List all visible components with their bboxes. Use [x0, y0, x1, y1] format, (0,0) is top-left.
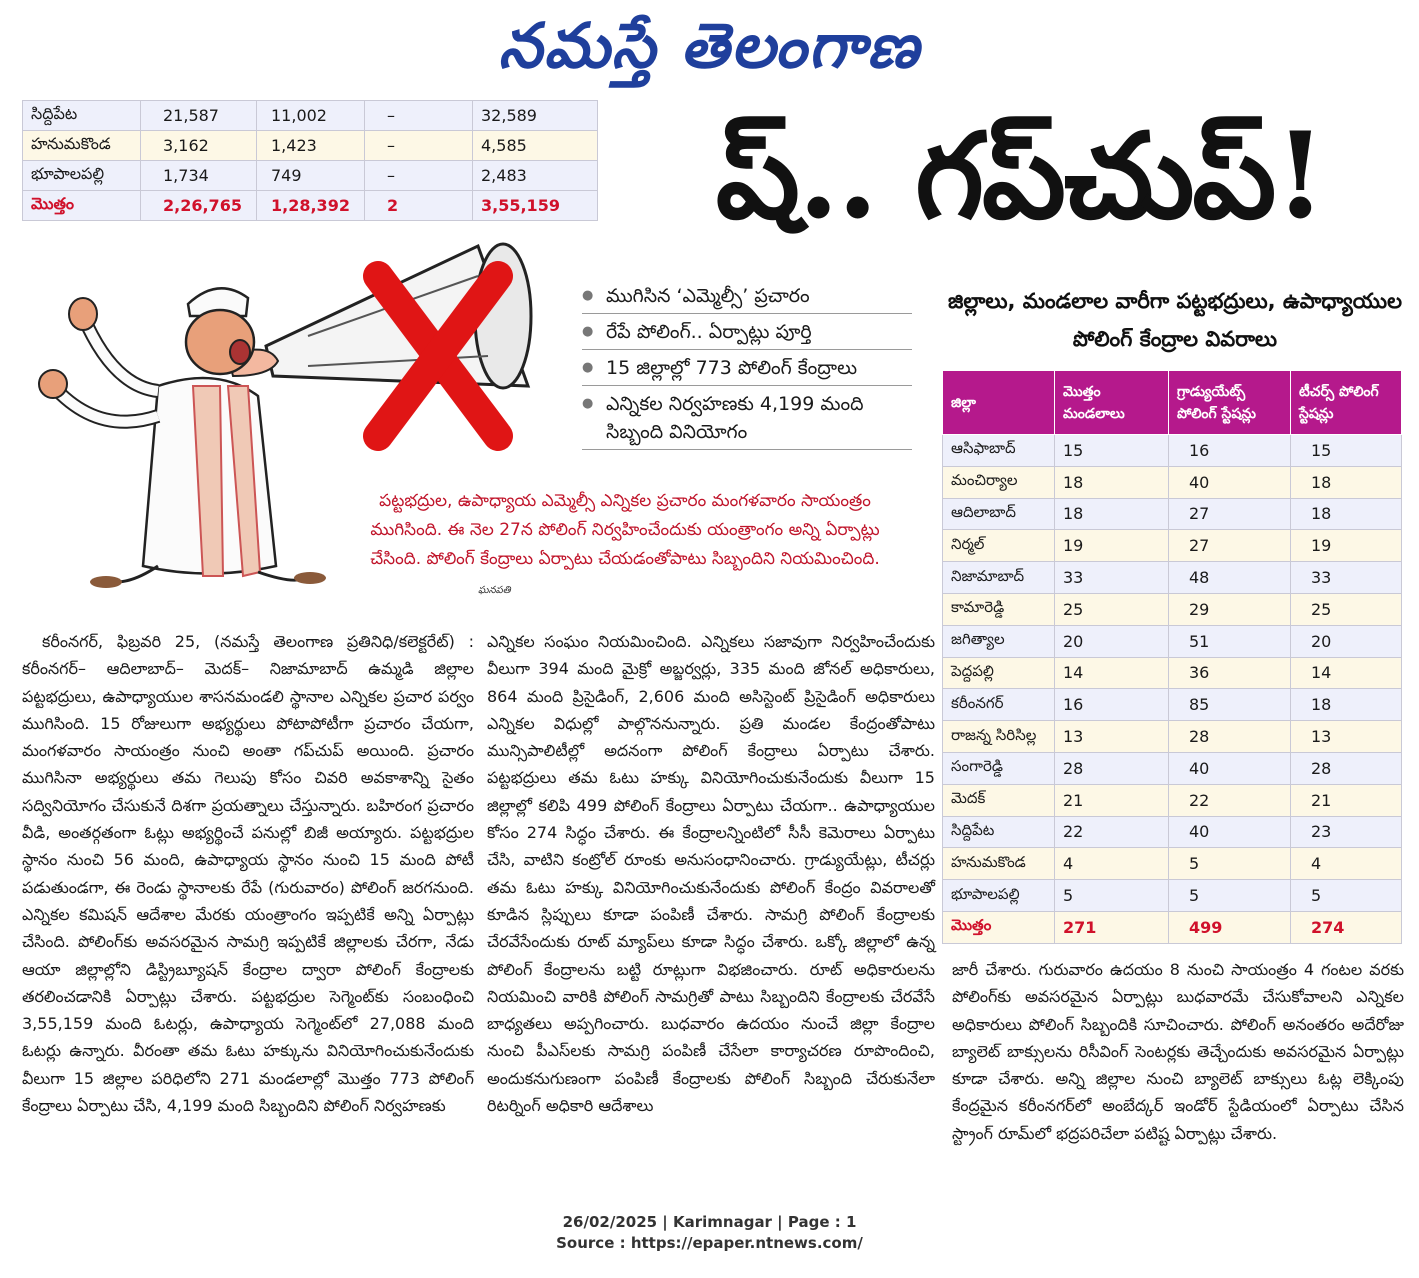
table-cell: 3,55,159	[473, 191, 598, 221]
table-cell: 40	[1169, 816, 1291, 848]
list-item: ● 15 జిల్లాల్లో 773 పోలింగ్‌ కేంద్రాలు	[582, 354, 912, 386]
table-cell: ఆదిలాబాద్‌	[943, 498, 1055, 530]
column-header: జిల్లా	[943, 371, 1055, 435]
article-text: జారీ చేశారు. గురువారం ఉదయం 8 నుంచి సాయంత్రం 4 గంటల వరకు పోలింగ్‌కు అవసరమైన ఏర్పాట్లు బుధవారమే చేసుకోవాలని ఎన్నికల అధికారులు పోలింగ్‌ సిబ్బందికి సూచించారు. పోలింగ్‌ అనంతరం అదేరోజు బ్యాలెట్‌ బాక్సులను రిసీవింగ్‌ సెంటర్లకు తెచ్చేందుకు అవసరమైన ఏర్పాట్లు కూడా చేశారు. అన్ని జిల్లాల నుంచి బ్యాలెట్‌ బాక్సులు ఓట్ల లెక్కింపు కేంద్రమైన కరీంనగర్‌లో అంబేద్కర్‌ ఇండోర్‌ స్టేడియంలో ఏర్పాటు చేసిన స్ట్రాంగ్‌ రూమ్‌లో భద్రపరిచేలా పటిష్ట ఏర్పాట్లు చేశారు.	[952, 960, 1404, 1143]
list-item: ● ఎన్నికల నిర్వహణకు 4,199 మంది సిబ్బంది వినియోగం	[582, 390, 912, 450]
column-header: మొత్తం మండలాలు	[1055, 371, 1169, 435]
table-row	[943, 562, 1402, 594]
table-row	[943, 848, 1402, 880]
table-row	[943, 657, 1402, 689]
table-row	[23, 161, 598, 191]
table-cell: 18	[1055, 466, 1169, 498]
table-cell: కరీంనగర్‌	[943, 689, 1055, 721]
table-cell: –	[365, 131, 473, 161]
table-row	[943, 593, 1402, 625]
district-polling-table	[942, 370, 1402, 944]
table-cell: 2,26,765	[141, 191, 257, 221]
masthead-logo: నమస్తే తెలంగాణ	[498, 9, 921, 82]
article-column-1	[22, 628, 474, 1198]
table-cell: 1,423	[257, 131, 365, 161]
table-cell: 28	[1169, 721, 1291, 753]
table-cell: మొత్తం	[943, 911, 1055, 943]
table-cell: 40	[1169, 466, 1291, 498]
table-row	[943, 689, 1402, 721]
table-cell: 51	[1169, 625, 1291, 657]
source-link[interactable]: Source : https://epaper.ntnews.com/	[556, 1234, 863, 1252]
table-cell: 27	[1169, 530, 1291, 562]
table-cell: పెద్దపల్లి	[943, 657, 1055, 689]
table-cell: హనుమకొండ	[943, 848, 1055, 880]
table-cell: 20	[1055, 625, 1169, 657]
table-cell: 27	[1169, 498, 1291, 530]
table-cell: 32,589	[473, 101, 598, 131]
table-cell: భూపాలపల్లి	[943, 880, 1055, 912]
table-cell: 19	[1055, 530, 1169, 562]
table-cell: 29	[1169, 593, 1291, 625]
table-cell: 274	[1291, 911, 1402, 943]
list-item: ● రేపే పోలింగ్‌.. ఏర్పాట్లు పూర్తి	[582, 318, 912, 350]
table-cell: 749	[257, 161, 365, 191]
table-cell: భూపాలపల్లి	[23, 161, 141, 191]
table-row	[943, 435, 1402, 467]
table-cell: 16	[1055, 689, 1169, 721]
table-cell: 22	[1055, 816, 1169, 848]
table-cell: సంగారెడ్డి	[943, 752, 1055, 784]
table-cell: 5	[1055, 880, 1169, 912]
table-cell: 28	[1055, 752, 1169, 784]
table-cell: 33	[1291, 562, 1402, 594]
table-cell: 2,483	[473, 161, 598, 191]
table-cell: 5	[1169, 880, 1291, 912]
district-table-body	[943, 435, 1402, 944]
table-cell: మొత్తం	[23, 191, 141, 221]
table-cell: 499	[1169, 911, 1291, 943]
table-cell: 3,162	[141, 131, 257, 161]
article-text: కరీంనగర్‌, ఫిబ్రవరి 25, (నమస్తే తెలంగాణ ప్రతినిధి/కలెక్టరేట్‌) : కరీంనగర్‌– ఆదిలాబాద్‌– మెదక్‌– నిజామాబాద్‌ ఉమ్మడి జిల్లాల పట్టభద్రులు, ఉపాధ్యాయుల శాసనమండలి స్థానాల ఎన్నికల ప్రచార పర్వం ముగిసింది. 15 రోజులుగా అభ్యర్థులు పోటాపోటీగా ప్రచారం చేయగా, మంగళవారం సాయంత్రం నుంచి అంతా గప్‌చుప్‌ అయింది. ప్రచారం ముగిసినా అభ్యర్థులు తమ గెలుపు కోసం చివరి అవకాశాన్ని సైతం సద్వినియోగం చేసుకునే దిశగా ప్రయత్నాలు చేస్తున్నారు. బహిరంగ ప్రచారం వీడి, అంతర్గతంగా ఓట్లు అభ్యర్థించే పనుల్లో బిజీ అయ్యారు. పట్టభద్రుల స్థానం నుంచి 56 మంది, ఉపాధ్యాయ స్థానం నుంచి 15 మంది పోటీ పడుతుండగా, ఈ రెండు స్థానాలకు రేపే (గురువారం) పోలింగ్‌ జరగనుంది. ఎన్నికల కమిషన్‌ ఆదేశాల మేరకు యంత్రాంగం ఇప్పటికే అన్ని ఏర్పాట్లు చేసింది. పోలింగ్‌కు అవసరమైన సామగ్రి ఇప్పటికే జిల్లాలకు చేరగా, నేడు ఆయా జిల్లాల్లోని డిస్ట్రిబ్యూషన్‌ కేంద్రాల ద్వారా పోలింగ్‌ కేంద్రాలకు తరలించడానికి ఏర్పాట్లు చేశారు. పట్టభద్రుల సెగ్మెంట్‌కు సంబంధించి 3,55,159 మంది ఓటర్లు, ఉపాధ్యాయ సెగ్మెంట్‌లో 27,088 మంది ఓటర్లు ఉన్నారు. వీరంతా తమ ఓటు హక్కును వినియోగించుకునేందుకు వీలుగా 15 జిల్లాల పరిధిలోని 271 మండలాల్లో మొత్తం 773 పోలింగ్‌ కేంద్రాలు ఏర్పాటు చేసి, 4,199 మంది సిబ్బందిని పోలింగ్‌ నిర్వహణకు	[22, 632, 474, 1116]
table-cell: 28	[1291, 752, 1402, 784]
table-cell: 85	[1169, 689, 1291, 721]
table-row	[23, 101, 598, 131]
article-column-3	[952, 956, 1404, 1188]
page-footer	[0, 1212, 1419, 1254]
table-cell: 18	[1055, 498, 1169, 530]
table-cell: 11,002	[257, 101, 365, 131]
table-cell: 4	[1055, 848, 1169, 880]
table-cell: నిజామాబాద్‌	[943, 562, 1055, 594]
table-cell: హనుమకొండ	[23, 131, 141, 161]
table-subheading: జిల్లాలు, మండలాల వారీగా పట్టభద్రులు, ఉపాధ్యాయుల పోలింగ్‌ కేంద్రాల వివరాలు	[948, 289, 1402, 351]
table-cell: కామారెడ్డి	[943, 593, 1055, 625]
list-item: ● ముగిసిన ‘ఎమ్మెల్సీ’ ప్రచారం	[582, 282, 912, 314]
table-cell: 1,28,392	[257, 191, 365, 221]
table-total-row	[23, 191, 598, 221]
table-cell: –	[365, 161, 473, 191]
table-cell: 23	[1291, 816, 1402, 848]
table-row	[943, 466, 1402, 498]
column-header: టీచర్స్‌ పోలింగ్‌ స్టేషన్లు	[1291, 371, 1402, 435]
table-cell: మంచిర్యాల	[943, 466, 1055, 498]
table-cell: మెదక్‌	[943, 784, 1055, 816]
table-cell: 22	[1169, 784, 1291, 816]
table-row	[943, 721, 1402, 753]
table-row	[943, 752, 1402, 784]
table-cell: 13	[1055, 721, 1169, 753]
headline: ష్.. గప్‌చుప్!	[715, 106, 1325, 245]
table-cell: 18	[1291, 689, 1402, 721]
table-cell: 25	[1055, 593, 1169, 625]
table-row	[943, 880, 1402, 912]
table-cell: 5	[1169, 848, 1291, 880]
table-cell: 48	[1169, 562, 1291, 594]
column-header: గ్రాడ్యుయేట్స్‌ పోలింగ్‌ స్టేషన్లు	[1169, 371, 1291, 435]
voter-summary-table	[22, 100, 598, 221]
table-cell: 19	[1291, 530, 1402, 562]
table-cell: 16	[1169, 435, 1291, 467]
table-cell: సిద్దిపేట	[943, 816, 1055, 848]
table-cell: 33	[1055, 562, 1169, 594]
intro-paragraph: పట్టభద్రుల, ఉపాధ్యాయ ఎమ్మెల్సీ ఎన్నికల ప్రచారం మంగళవారం సాయంత్రం ముగిసింది. ఈ నెల 27న పోలింగ్‌ నిర్వహించేందుకు యంత్రాంగం అన్ని ఏర్పాట్లు చేసింది. పోలింగ్‌ కేంద్రాలు ఏర్పాటు చేయడంతోపాటు సిబ్బందిని నియమించింది.	[370, 491, 880, 569]
table-cell: 15	[1291, 435, 1402, 467]
table-cell: జగిత్యాల	[943, 625, 1055, 657]
table-cell: –	[365, 101, 473, 131]
table-cell: 40	[1169, 752, 1291, 784]
table-row	[943, 498, 1402, 530]
table-row	[943, 784, 1402, 816]
table-cell: 14	[1055, 657, 1169, 689]
table-cell: 14	[1291, 657, 1402, 689]
table-cell: ఆసిఫాబాద్‌	[943, 435, 1055, 467]
table-total-row	[943, 911, 1402, 943]
table-cell: 21	[1291, 784, 1402, 816]
table-cell: 36	[1169, 657, 1291, 689]
table-cell: 18	[1291, 498, 1402, 530]
table-cell: రాజన్న సిరిసిల్ల	[943, 721, 1055, 753]
table-cell: 4,585	[473, 131, 598, 161]
article-column-2	[487, 628, 935, 1198]
table-row	[943, 625, 1402, 657]
table-cell: 21	[1055, 784, 1169, 816]
table-cell: 21,587	[141, 101, 257, 131]
table-cell: 1,734	[141, 161, 257, 191]
edition-info: 26/02/2025 | Karimnagar | Page : 1	[562, 1213, 857, 1231]
table-cell: నిర్మల్‌	[943, 530, 1055, 562]
table-cell: 25	[1291, 593, 1402, 625]
table-cell: 4	[1291, 848, 1402, 880]
article-text: ఎన్నికల సంఘం నియమించింది. ఎన్నికలు సజావుగా నిర్వహించేందుకు వీలుగా 394 మంది మైక్రో అబ్జర్వర్లు, 335 మంది జోనల్‌ అధికారులు, 864 మంది ప్రిసైడింగ్‌, 2,606 మంది అసిస్టెంట్‌ ప్రిసైడింగ్‌ అధికారులు ఎన్నికల విధుల్లో పాల్గొననున్నారు. ప్రతి మండల కేంద్రంతోపాటు మున్సిపాలిటీల్లో అదనంగా పోలింగ్‌ కేంద్రాలు ఏర్పాటు చేశారు. పట్టభద్రులు తమ ఓటు హక్కు వినియోగించుకునేందుకు వీలుగా 15 జిల్లాల్లో కలిపి 499 పోలింగ్‌ కేంద్రాలు ఏర్పాటు చేయగా.. ఉపాధ్యాయుల కోసం 274 సిద్ధం చేశారు. ఈ కేంద్రాలన్నింటిలో సీసీ కెమెరాలు ఏర్పాటు చేసి, వాటిని కంట్రోల్‌ రూంకు అనుసంధానించారు. గ్రాడ్యుయేట్లు, టీచర్లు తమ ఓటు హక్కు వినియోగించుకునేందుకు పోలింగ్‌ కేంద్రం వివరాలతో కూడిన స్లిప్పులు కూడా పంపిణీ చేశారు. సామగ్రి పోలింగ్‌ కేంద్రాలకు చేరవేసేందుకు రూట్‌ మ్యాప్‌లు కూడా సిద్ధం చేశారు. ఒక్కో జిల్లాలో ఉన్న పోలింగ్‌ కేంద్రాలను బట్టి రూట్లుగా విభజించారు. రూట్‌ అధికారులను నియమించి వారికి పోలింగ్‌ సామగ్రితో పాటు సిబ్బందిని కేంద్రాలకు చేరవేసే బాధ్యతలు అప్పగించారు. బుధవారం ఉదయం నుంచే జిల్లా కేంద్రాల నుంచి పీఎస్‌లకు సామగ్రి పంపిణీ చేసేలా కార్యాచరణ రూపొందించి, అందుకనుగుణంగా పంపిణీ కేంద్రాలకు పోలింగ్‌ సిబ్బంది చేరుకునేలా రిటర్నింగ్‌ అధికారి ఆదేశాలు	[487, 632, 935, 1116]
table-cell: 18	[1291, 466, 1402, 498]
highlight-bullets	[582, 282, 912, 454]
table-cell: 5	[1291, 880, 1402, 912]
politician-figure	[39, 288, 326, 588]
table-cell: 13	[1291, 721, 1402, 753]
table-row	[943, 530, 1402, 562]
table-header-row	[943, 371, 1402, 435]
cartoonist-signature: ఘనపతి	[478, 585, 511, 596]
table-cell: 15	[1055, 435, 1169, 467]
table-cell: 271	[1055, 911, 1169, 943]
table-row	[23, 131, 598, 161]
table-cell: 20	[1291, 625, 1402, 657]
table-cell: సిద్దిపేట	[23, 101, 141, 131]
table-row	[943, 816, 1402, 848]
table-cell: 2	[365, 191, 473, 221]
